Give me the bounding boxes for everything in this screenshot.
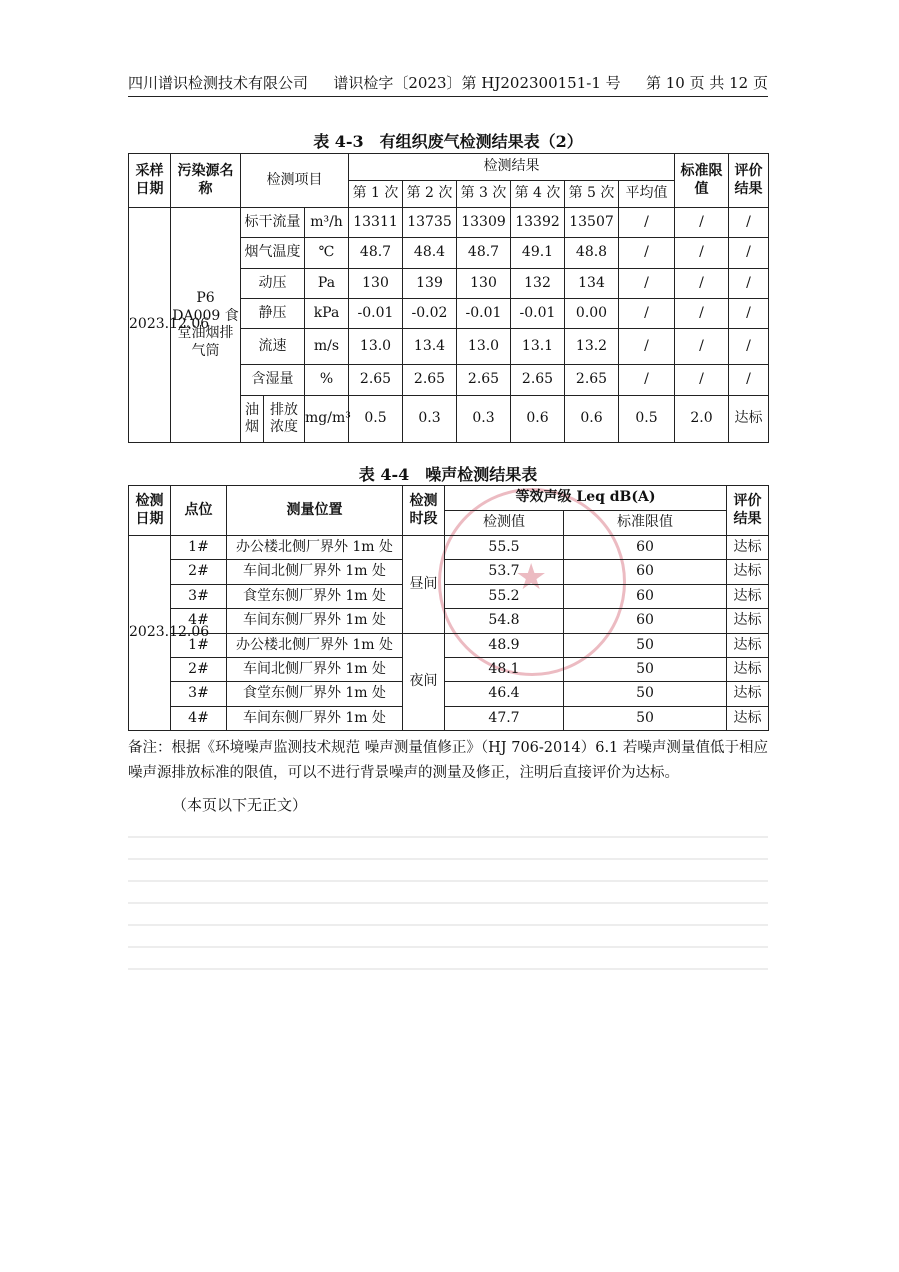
measured-value: 48.9 [445, 633, 564, 657]
evaluation: 达标 [727, 633, 769, 657]
header-rule [128, 96, 768, 97]
measured-value: 54.8 [445, 609, 564, 633]
point: 4# [171, 706, 227, 730]
evaluation: 达标 [729, 396, 769, 443]
result-value: -0.01 [511, 299, 565, 329]
result-value: 134 [565, 269, 619, 299]
measured-value: 46.4 [445, 682, 564, 706]
result-value: 130 [457, 269, 511, 299]
result-value: 0.5 [619, 396, 675, 443]
result-value: 48.7 [457, 238, 511, 269]
result-value: / [619, 208, 675, 238]
test-item: 标干流量 [241, 208, 305, 238]
result-value: -0.01 [349, 299, 403, 329]
result-value: 2.65 [457, 365, 511, 396]
result-value: / [619, 269, 675, 299]
standard-limit: / [675, 299, 729, 329]
point: 3# [171, 584, 227, 608]
table-row [129, 633, 769, 657]
result-value: -0.01 [457, 299, 511, 329]
unit: Pa [305, 269, 349, 299]
evaluation: / [729, 208, 769, 238]
header-point: 点位 [171, 486, 227, 536]
point: 4# [171, 609, 227, 633]
standard-limit: / [675, 329, 729, 365]
evaluation: 达标 [727, 536, 769, 560]
limit-value: 60 [564, 584, 727, 608]
result-value: 2.65 [511, 365, 565, 396]
company-name: 四川谱识检测技术有限公司 [128, 74, 309, 92]
measured-value: 48.1 [445, 657, 564, 681]
location: 办公楼北侧厂界外 1m 处 [227, 633, 403, 657]
result-value: 13.0 [457, 329, 511, 365]
result-value: 13311 [349, 208, 403, 238]
header-sampling-date: 采样日期 [129, 154, 171, 208]
page-header [128, 72, 768, 93]
measured-value: 55.2 [445, 584, 564, 608]
result-value: / [619, 299, 675, 329]
remark-note: 备注：根据《环境噪声监测技术规范 噪声测量值修正》（HJ 706-2014）6.1 若噪声测量值低于相应噪声源排放标准的限值，可以不进行背景噪声的测量及修正，注明后直接评价为达标。 [128, 740, 768, 781]
period-day: 昼间 [403, 536, 445, 634]
header-run-3: 第 3 次 [457, 181, 511, 208]
result-value: 2.65 [565, 365, 619, 396]
header-run-5: 第 5 次 [565, 181, 619, 208]
measured-value: 47.7 [445, 706, 564, 730]
limit-value: 60 [564, 536, 727, 560]
limit-value: 60 [564, 609, 727, 633]
location: 食堂东侧厂界外 1m 处 [227, 584, 403, 608]
unit: m/s [305, 329, 349, 365]
result-value: 0.6 [565, 396, 619, 443]
table-row [129, 536, 769, 560]
result-value: 48.7 [349, 238, 403, 269]
table-row [129, 706, 769, 730]
header-limit-value: 标准限值 [564, 511, 727, 536]
evaluation: / [729, 329, 769, 365]
table-row [129, 682, 769, 706]
result-value: 48.4 [403, 238, 457, 269]
result-value: 2.65 [349, 365, 403, 396]
result-value: 13.4 [403, 329, 457, 365]
point: 3# [171, 682, 227, 706]
header-leq: 等效声级 Leq dB(A) [445, 486, 727, 511]
table-4-3-caption: 表 4-3 有组织废气检测结果表（2） [313, 132, 583, 151]
header-standard-limit: 标准限值 [675, 154, 729, 208]
location: 车间北侧厂界外 1m 处 [227, 560, 403, 584]
noise-results-table [128, 485, 769, 731]
location: 食堂东侧厂界外 1m 处 [227, 682, 403, 706]
result-value: 48.8 [565, 238, 619, 269]
location: 办公楼北侧厂界外 1m 处 [227, 536, 403, 560]
point: 2# [171, 560, 227, 584]
bleed-through-background [128, 820, 768, 970]
end-of-page-note: （本页以下无正文） [172, 796, 308, 814]
header-run-1: 第 1 次 [349, 181, 403, 208]
evaluation: 达标 [727, 609, 769, 633]
sampling-date: 2023.12.06 [129, 208, 171, 443]
header-run-4: 第 4 次 [511, 181, 565, 208]
test-item: 流速 [241, 329, 305, 365]
point: 1# [171, 633, 227, 657]
evaluation: 达标 [727, 682, 769, 706]
evaluation: / [729, 299, 769, 329]
test-item: 动压 [241, 269, 305, 299]
header-measured-value: 检测值 [445, 511, 564, 536]
unit: m³/h [305, 208, 349, 238]
evaluation: / [729, 238, 769, 269]
unit: % [305, 365, 349, 396]
table-row [129, 208, 769, 238]
result-value: 13.2 [565, 329, 619, 365]
unit: mg/m³ [305, 396, 349, 443]
location: 车间东侧厂界外 1m 处 [227, 706, 403, 730]
result-value: 13735 [403, 208, 457, 238]
header-location: 测量位置 [227, 486, 403, 536]
period-night: 夜间 [403, 633, 445, 731]
result-value: 0.6 [511, 396, 565, 443]
location: 车间北侧厂界外 1m 处 [227, 657, 403, 681]
header-evaluation: 评价结果 [727, 486, 769, 536]
oil-fume-label: 油烟 [241, 396, 264, 442]
unit: ℃ [305, 238, 349, 269]
table-row [129, 657, 769, 681]
evaluation: / [729, 269, 769, 299]
header-pollution-source: 污染源名称 [171, 154, 241, 208]
result-value: / [619, 329, 675, 365]
unit: kPa [305, 299, 349, 329]
evaluation: 达标 [727, 560, 769, 584]
standard-limit: / [675, 208, 729, 238]
result-value: 0.5 [349, 396, 403, 443]
limit-value: 50 [564, 706, 727, 730]
standard-limit: / [675, 238, 729, 269]
test-item: 静压 [241, 299, 305, 329]
evaluation: 达标 [727, 584, 769, 608]
table-4-4-caption: 表 4-4 噪声检测结果表 [358, 465, 538, 484]
header-test-item: 检测项目 [241, 154, 349, 208]
header-evaluation: 评价结果 [729, 154, 769, 208]
point: 2# [171, 657, 227, 681]
test-date: 2023.12.06 [129, 536, 171, 731]
measured-value: 53.7 [445, 560, 564, 584]
measured-value: 55.5 [445, 536, 564, 560]
header-test-date: 检测日期 [129, 486, 171, 536]
evaluation: 达标 [727, 657, 769, 681]
result-value: / [619, 365, 675, 396]
test-item: 烟气温度 [241, 238, 305, 269]
header-period: 检测时段 [403, 486, 445, 536]
point: 1# [171, 536, 227, 560]
header-run-6: 平均值 [619, 181, 675, 208]
page-number: 第 10 页 共 12 页 [645, 74, 768, 92]
result-value: 13.0 [349, 329, 403, 365]
evaluation: / [729, 365, 769, 396]
pollution-source: P6 DA009 食堂油烟排气筒 [171, 208, 241, 443]
result-value: 13309 [457, 208, 511, 238]
standard-limit: 2.0 [675, 396, 729, 443]
result-value: 13507 [565, 208, 619, 238]
seal-star-icon: ★ [515, 557, 548, 598]
table-row [129, 560, 769, 584]
emission-concentration-label: 排放浓度 [270, 401, 298, 435]
limit-value: 50 [564, 682, 727, 706]
standard-limit: / [675, 269, 729, 299]
limit-value: 60 [564, 560, 727, 584]
result-value: -0.02 [403, 299, 457, 329]
result-value: 130 [349, 269, 403, 299]
result-value: 0.3 [457, 396, 511, 443]
limit-value: 50 [564, 657, 727, 681]
oil-fume-item [241, 396, 305, 443]
result-value: 13.1 [511, 329, 565, 365]
report-number: 谱识检字〔2023〕第 HJ202300151-1 号 [333, 74, 621, 92]
evaluation: 达标 [727, 706, 769, 730]
table-row [129, 609, 769, 633]
result-value: 132 [511, 269, 565, 299]
header-test-results: 检测结果 [349, 154, 675, 181]
result-value: / [619, 238, 675, 269]
location: 车间东侧厂界外 1m 处 [227, 609, 403, 633]
test-item: 含湿量 [241, 365, 305, 396]
result-value: 49.1 [511, 238, 565, 269]
result-value: 139 [403, 269, 457, 299]
result-value: 2.65 [403, 365, 457, 396]
standard-limit: / [675, 365, 729, 396]
limit-value: 50 [564, 633, 727, 657]
result-value: 0.00 [565, 299, 619, 329]
exhaust-gas-results-table [128, 153, 769, 443]
header-run-2: 第 2 次 [403, 181, 457, 208]
table-row [129, 584, 769, 608]
result-value: 0.3 [403, 396, 457, 443]
result-value: 13392 [511, 208, 565, 238]
